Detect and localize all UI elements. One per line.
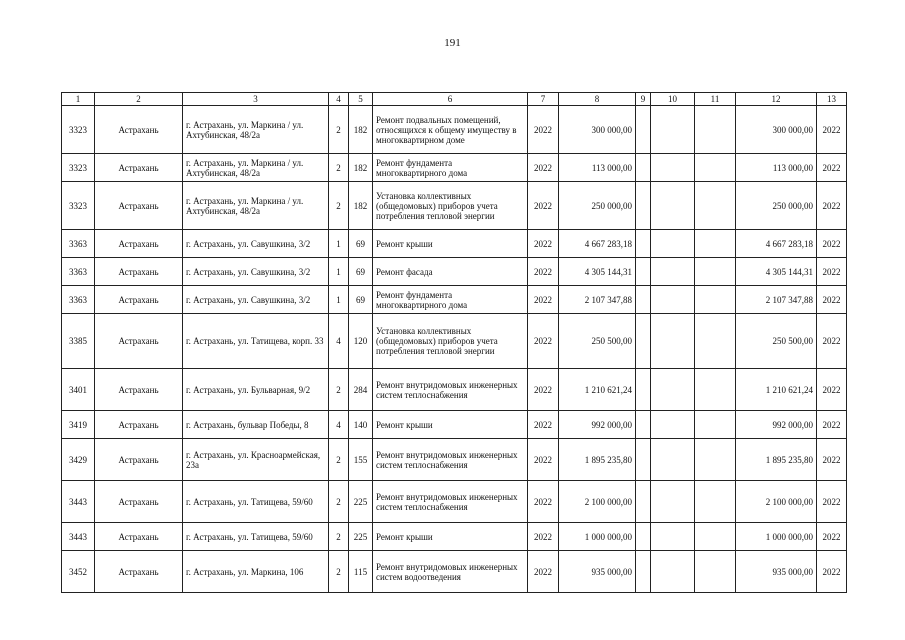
cell-total: 113 000,00 [736, 154, 817, 182]
table-row [62, 369, 847, 411]
repair-program-table [61, 92, 847, 593]
cell-end-year: 2022 [817, 411, 847, 439]
cell-year: 2022 [528, 369, 559, 411]
cell-city: Астрахань [95, 106, 183, 154]
cell-floors: 2 [329, 551, 349, 593]
cell-cost: 1 210 621,24 [559, 369, 636, 411]
table-row [62, 523, 847, 551]
cell-col-10 [651, 411, 695, 439]
cell-col-11 [695, 258, 736, 286]
cell-total: 2 107 347,88 [736, 286, 817, 314]
cell-col-9 [636, 258, 651, 286]
cell-col-9 [636, 551, 651, 593]
cell-house-id: 3401 [62, 369, 95, 411]
cell-address: г. Астрахань, ул. Татищева, корп. 33 [183, 314, 329, 369]
cell-col-10 [651, 523, 695, 551]
cell-floors: 2 [329, 154, 349, 182]
cell-col-9 [636, 369, 651, 411]
cell-house-id: 3323 [62, 106, 95, 154]
cell-floors: 4 [329, 314, 349, 369]
cell-apartments: 69 [349, 258, 373, 286]
cell-apartments: 115 [349, 551, 373, 593]
cell-city: Астрахань [95, 230, 183, 258]
cell-col-11 [695, 286, 736, 314]
cell-col-11 [695, 182, 736, 230]
cell-total: 1 895 235,80 [736, 439, 817, 481]
column-header: 13 [817, 93, 847, 106]
cell-work-type: Ремонт крыши [373, 523, 528, 551]
cell-col-9 [636, 314, 651, 369]
cell-col-10 [651, 258, 695, 286]
cell-col-10 [651, 230, 695, 258]
cell-floors: 1 [329, 286, 349, 314]
cell-col-10 [651, 286, 695, 314]
cell-house-id: 3363 [62, 258, 95, 286]
cell-col-10 [651, 182, 695, 230]
cell-cost: 250 000,00 [559, 182, 636, 230]
cell-city: Астрахань [95, 369, 183, 411]
cell-address: г. Астрахань, ул. Татищева, 59/60 [183, 481, 329, 523]
cell-house-id: 3443 [62, 523, 95, 551]
cell-col-9 [636, 439, 651, 481]
table-row [62, 314, 847, 369]
cell-apartments: 284 [349, 369, 373, 411]
cell-end-year: 2022 [817, 523, 847, 551]
cell-col-9 [636, 182, 651, 230]
cell-city: Астрахань [95, 551, 183, 593]
cell-city: Астрахань [95, 481, 183, 523]
cell-work-type: Ремонт подвальных помещений, относящихся к общему имуществу в многоквартирном доме [373, 106, 528, 154]
cell-col-11 [695, 154, 736, 182]
cell-col-10 [651, 369, 695, 411]
cell-col-11 [695, 439, 736, 481]
cell-year: 2022 [528, 314, 559, 369]
cell-city: Астрахань [95, 411, 183, 439]
page-number: 191 [444, 37, 461, 49]
cell-work-type: Ремонт внутридомовых инженерных систем водоотведения [373, 551, 528, 593]
cell-col-11 [695, 523, 736, 551]
cell-end-year: 2022 [817, 182, 847, 230]
cell-end-year: 2022 [817, 106, 847, 154]
cell-house-id: 3419 [62, 411, 95, 439]
cell-col-9 [636, 154, 651, 182]
table-row [62, 154, 847, 182]
cell-apartments: 182 [349, 182, 373, 230]
cell-col-11 [695, 230, 736, 258]
table-body [62, 106, 847, 593]
cell-floors: 2 [329, 369, 349, 411]
cell-work-type: Ремонт внутридомовых инженерных систем теплоснабжения [373, 369, 528, 411]
cell-apartments: 182 [349, 154, 373, 182]
cell-total: 992 000,00 [736, 411, 817, 439]
cell-year: 2022 [528, 411, 559, 439]
table-row [62, 230, 847, 258]
column-header: 4 [329, 93, 349, 106]
cell-floors: 1 [329, 230, 349, 258]
cell-work-type: Ремонт внутридомовых инженерных систем теплоснабжения [373, 439, 528, 481]
table-row [62, 551, 847, 593]
cell-total: 250 500,00 [736, 314, 817, 369]
cell-end-year: 2022 [817, 481, 847, 523]
cell-col-10 [651, 106, 695, 154]
table-row [62, 439, 847, 481]
cell-apartments: 140 [349, 411, 373, 439]
cell-address: г. Астрахань, ул. Татищева, 59/60 [183, 523, 329, 551]
table-row [62, 411, 847, 439]
cell-house-id: 3323 [62, 182, 95, 230]
cell-house-id: 3429 [62, 439, 95, 481]
cell-end-year: 2022 [817, 369, 847, 411]
cell-house-id: 3363 [62, 230, 95, 258]
cell-apartments: 225 [349, 481, 373, 523]
cell-work-type: Ремонт фундамента многоквартирного дома [373, 154, 528, 182]
cell-year: 2022 [528, 154, 559, 182]
cell-address: г. Астрахань, ул. Маркина, 106 [183, 551, 329, 593]
cell-work-type: Установка коллективных (общедомовых) приборов учета потребления тепловой энергии [373, 314, 528, 369]
cell-address: г. Астрахань, ул. Савушкина, 3/2 [183, 230, 329, 258]
cell-year: 2022 [528, 106, 559, 154]
cell-col-9 [636, 411, 651, 439]
cell-floors: 2 [329, 481, 349, 523]
cell-city: Астрахань [95, 439, 183, 481]
cell-col-10 [651, 481, 695, 523]
cell-floors: 1 [329, 258, 349, 286]
cell-col-10 [651, 154, 695, 182]
cell-cost: 1 895 235,80 [559, 439, 636, 481]
cell-col-9 [636, 106, 651, 154]
cell-end-year: 2022 [817, 258, 847, 286]
cell-year: 2022 [528, 230, 559, 258]
cell-year: 2022 [528, 182, 559, 230]
cell-floors: 4 [329, 411, 349, 439]
cell-total: 2 100 000,00 [736, 481, 817, 523]
cell-city: Астрахань [95, 286, 183, 314]
column-header: 5 [349, 93, 373, 106]
cell-floors: 2 [329, 182, 349, 230]
column-header: 8 [559, 93, 636, 106]
cell-work-type: Ремонт крыши [373, 230, 528, 258]
column-header: 11 [695, 93, 736, 106]
cell-address: г. Астрахань, ул. Маркина / ул. Ахтубинская, 48/2а [183, 182, 329, 230]
cell-cost: 935 000,00 [559, 551, 636, 593]
cell-cost: 300 000,00 [559, 106, 636, 154]
cell-work-type: Ремонт внутридомовых инженерных систем теплоснабжения [373, 481, 528, 523]
cell-house-id: 3452 [62, 551, 95, 593]
column-header: 10 [651, 93, 695, 106]
cell-city: Астрахань [95, 523, 183, 551]
cell-total: 4 667 283,18 [736, 230, 817, 258]
cell-apartments: 120 [349, 314, 373, 369]
column-header: 6 [373, 93, 528, 106]
cell-col-9 [636, 230, 651, 258]
cell-apartments: 155 [349, 439, 373, 481]
cell-end-year: 2022 [817, 439, 847, 481]
cell-col-9 [636, 481, 651, 523]
column-header: 2 [95, 93, 183, 106]
cell-end-year: 2022 [817, 551, 847, 593]
cell-col-10 [651, 439, 695, 481]
cell-house-id: 3323 [62, 154, 95, 182]
cell-year: 2022 [528, 439, 559, 481]
cell-col-10 [651, 314, 695, 369]
cell-apartments: 225 [349, 523, 373, 551]
table-row [62, 182, 847, 230]
cell-address: г. Астрахань, ул. Красноармейская, 23а [183, 439, 329, 481]
cell-house-id: 3363 [62, 286, 95, 314]
cell-work-type: Ремонт фундамента многоквартирного дома [373, 286, 528, 314]
cell-col-11 [695, 551, 736, 593]
cell-work-type: Установка коллективных (общедомовых) приборов учета потребления тепловой энергии [373, 182, 528, 230]
cell-work-type: Ремонт крыши [373, 411, 528, 439]
cell-col-11 [695, 314, 736, 369]
cell-apartments: 69 [349, 286, 373, 314]
cell-year: 2022 [528, 481, 559, 523]
cell-year: 2022 [528, 551, 559, 593]
cell-cost: 2 107 347,88 [559, 286, 636, 314]
cell-cost: 4 667 283,18 [559, 230, 636, 258]
cell-apartments: 182 [349, 106, 373, 154]
cell-address: г. Астрахань, ул. Савушкина, 3/2 [183, 286, 329, 314]
cell-end-year: 2022 [817, 286, 847, 314]
column-header: 3 [183, 93, 329, 106]
cell-total: 250 000,00 [736, 182, 817, 230]
cell-cost: 4 305 144,31 [559, 258, 636, 286]
cell-floors: 2 [329, 523, 349, 551]
column-header: 12 [736, 93, 817, 106]
cell-house-id: 3443 [62, 481, 95, 523]
table-row [62, 481, 847, 523]
cell-year: 2022 [528, 258, 559, 286]
cell-cost: 2 100 000,00 [559, 481, 636, 523]
cell-year: 2022 [528, 523, 559, 551]
cell-cost: 992 000,00 [559, 411, 636, 439]
cell-address: г. Астрахань, бульвар Победы, 8 [183, 411, 329, 439]
cell-col-11 [695, 411, 736, 439]
cell-col-10 [651, 551, 695, 593]
cell-floors: 2 [329, 439, 349, 481]
cell-apartments: 69 [349, 230, 373, 258]
cell-col-9 [636, 286, 651, 314]
cell-year: 2022 [528, 286, 559, 314]
cell-col-11 [695, 481, 736, 523]
column-header: 9 [636, 93, 651, 106]
cell-address: г. Астрахань, ул. Маркина / ул. Ахтубинская, 48/2а [183, 154, 329, 182]
cell-city: Астрахань [95, 154, 183, 182]
cell-total: 4 305 144,31 [736, 258, 817, 286]
cell-total: 1 210 621,24 [736, 369, 817, 411]
cell-end-year: 2022 [817, 154, 847, 182]
cell-end-year: 2022 [817, 314, 847, 369]
column-header: 7 [528, 93, 559, 106]
cell-total: 300 000,00 [736, 106, 817, 154]
table-row [62, 286, 847, 314]
cell-floors: 2 [329, 106, 349, 154]
table-row [62, 258, 847, 286]
cell-address: г. Астрахань, ул. Маркина / ул. Ахтубинская, 48/2а [183, 106, 329, 154]
cell-col-11 [695, 369, 736, 411]
cell-city: Астрахань [95, 314, 183, 369]
cell-house-id: 3385 [62, 314, 95, 369]
cell-col-11 [695, 106, 736, 154]
cell-address: г. Астрахань, ул. Савушкина, 3/2 [183, 258, 329, 286]
column-header: 1 [62, 93, 95, 106]
cell-work-type: Ремонт фасада [373, 258, 528, 286]
cell-city: Астрахань [95, 182, 183, 230]
cell-col-9 [636, 523, 651, 551]
cell-address: г. Астрахань, ул. Бульварная, 9/2 [183, 369, 329, 411]
table-header-row [62, 93, 847, 106]
cell-end-year: 2022 [817, 230, 847, 258]
cell-cost: 250 500,00 [559, 314, 636, 369]
cell-total: 935 000,00 [736, 551, 817, 593]
cell-cost: 113 000,00 [559, 154, 636, 182]
cell-total: 1 000 000,00 [736, 523, 817, 551]
cell-cost: 1 000 000,00 [559, 523, 636, 551]
table-row [62, 106, 847, 154]
cell-city: Астрахань [95, 258, 183, 286]
